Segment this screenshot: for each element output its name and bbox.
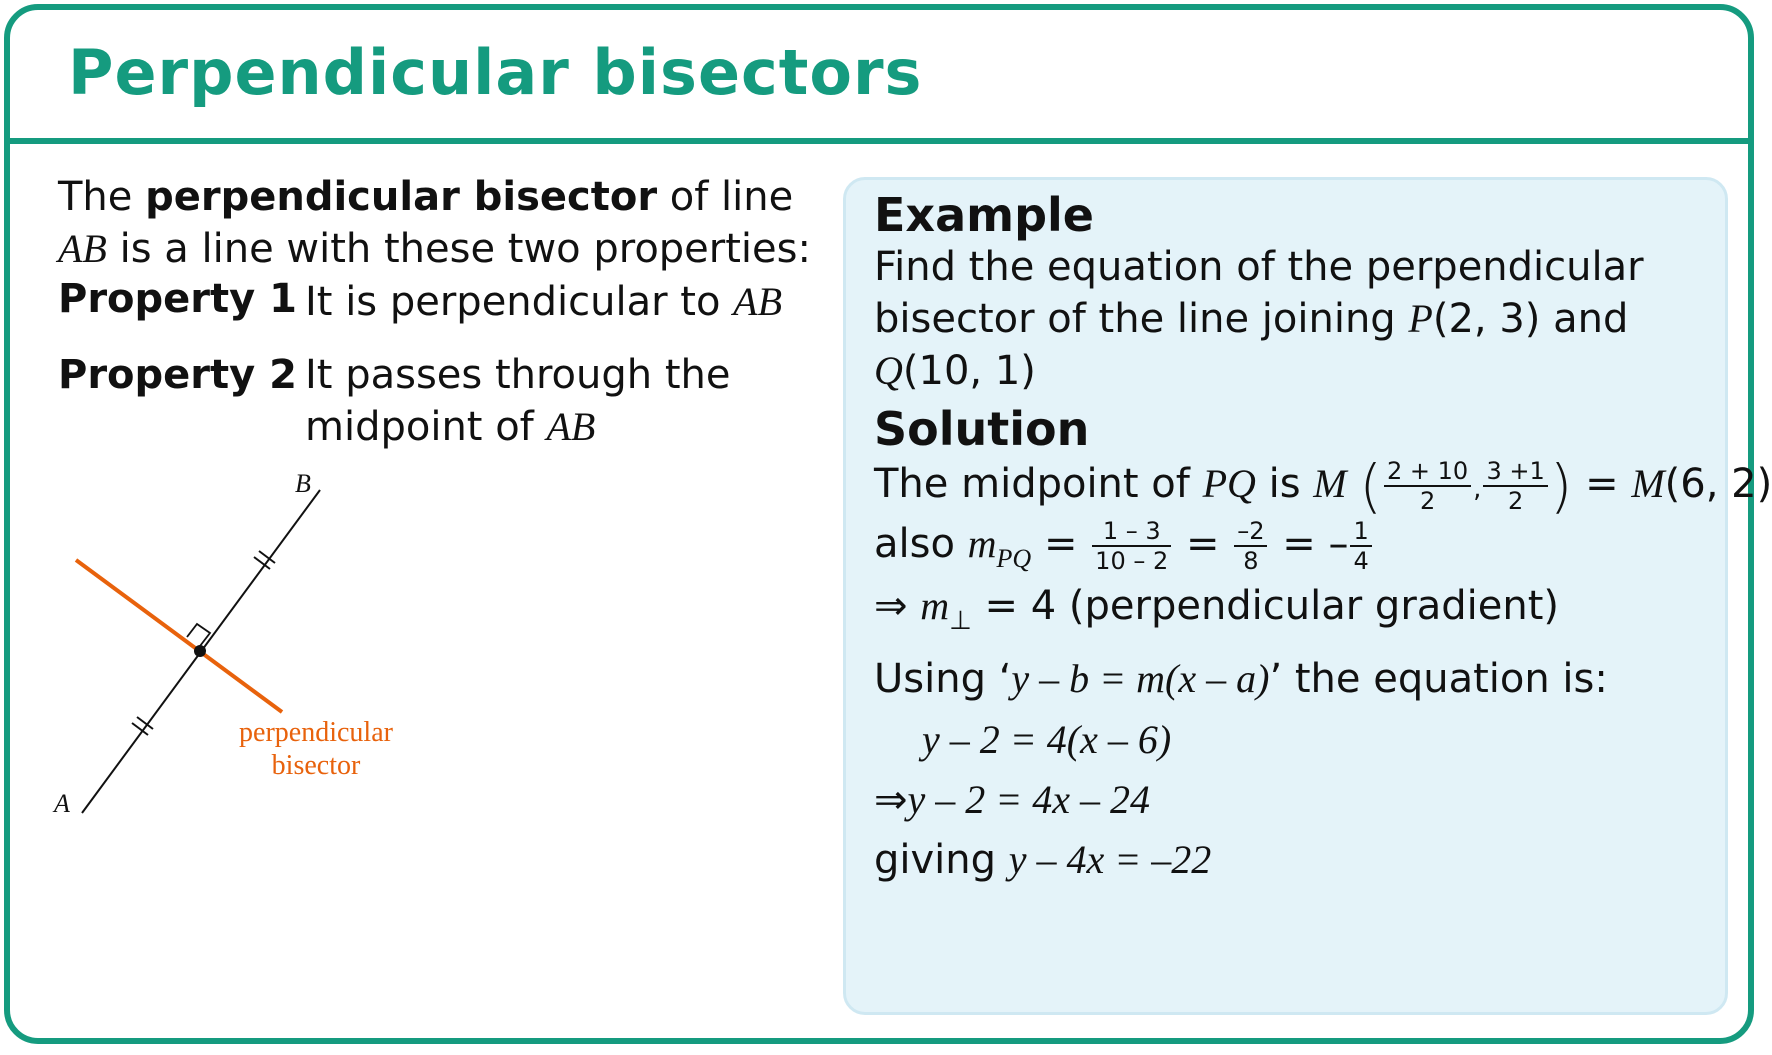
bisector-label-line2: bisector	[271, 750, 361, 781]
intro-post: is a line with these two properties:	[106, 226, 811, 272]
gradient-symbol: m	[967, 521, 997, 566]
solution-heading: Solution	[874, 402, 1090, 456]
equals: =	[1043, 521, 1091, 567]
point-b-label: B	[295, 469, 311, 498]
final-equation	[874, 836, 1211, 883]
line-formula: y – b = m(x – a)	[1011, 656, 1270, 701]
point-p-coords: (2, 3)	[1432, 296, 1541, 342]
equals: =	[1185, 521, 1233, 567]
gradient-fraction-3	[1350, 517, 1371, 575]
midpoint-is: is	[1255, 461, 1314, 507]
bisector-label-line1: perpendicular	[239, 717, 393, 748]
final-equation-eq: y – 4x = –22	[1008, 837, 1212, 882]
intro-paragraph	[58, 172, 838, 275]
intro-bold-term: perpendicular bisector	[145, 174, 658, 220]
comma: ,	[1473, 474, 1482, 504]
midpoint-x-fraction	[1384, 457, 1471, 515]
point-a-label: A	[54, 789, 70, 818]
midpoint-result: (6, 2)	[1664, 461, 1772, 507]
midpoint-pq: PQ	[1202, 461, 1256, 506]
equation-step-1: y – 2 = 4(x – 6)	[922, 717, 1172, 762]
point-q-coords: (10, 1)	[902, 348, 1036, 394]
gradient-fraction-1	[1092, 517, 1171, 575]
fraction-numerator: 2 + 10	[1384, 457, 1471, 487]
gradient-fraction-2	[1234, 517, 1267, 575]
property-1-ab: AB	[733, 279, 783, 324]
question-and: and	[1540, 296, 1629, 342]
implies-arrow: ⇒	[874, 583, 908, 629]
gradient-subscript: PQ	[996, 544, 1032, 573]
gradient-pq-line	[874, 517, 1374, 575]
property-2-text	[305, 350, 805, 453]
equation-intro: ’ the equation is:	[1269, 656, 1608, 702]
equals: =	[1572, 461, 1632, 507]
perpendicular-bisector-diagram	[40, 469, 500, 940]
property-2-ab: AB	[546, 404, 596, 449]
intro-pre: The	[58, 174, 146, 220]
fraction-numerator: 1	[1350, 517, 1371, 547]
example-box	[843, 177, 1772, 1015]
midpoint-pre: The midpoint of	[874, 461, 1203, 507]
equation-step-2	[874, 776, 1150, 823]
midpoint-dot	[194, 645, 206, 657]
perpendicular-gradient-line	[874, 582, 1559, 636]
property-1-label: Property 1	[58, 276, 297, 322]
perpendicular-gradient-text: = 4 (perpendicular gradient)	[971, 583, 1560, 629]
fraction-denominator: 10 – 2	[1095, 547, 1169, 575]
gradient-symbol: m	[920, 583, 950, 628]
equals: =	[1282, 521, 1329, 567]
example-heading: Example	[874, 188, 1094, 242]
fraction-denominator: 4	[1353, 547, 1369, 575]
formula-line	[874, 655, 1608, 702]
perpendicular-subscript: ⊥	[949, 606, 972, 636]
equation-step-2-eq: y – 2 = 4x – 24	[907, 777, 1151, 822]
negative-sign: –	[1328, 521, 1349, 567]
example-question	[874, 242, 1714, 397]
also-text: also	[874, 521, 968, 567]
fraction-denominator: 8	[1243, 547, 1259, 575]
fraction-numerator: –2	[1234, 517, 1267, 547]
point-q-name: Q	[874, 348, 903, 393]
giving-text: giving	[874, 837, 1009, 883]
question-text: Find the equation of the perpendicular bisector of the line joining	[874, 244, 1644, 342]
intro-line-ab: AB	[58, 226, 107, 271]
fraction-denominator: 2	[1507, 487, 1524, 515]
midpoint-line	[874, 452, 1772, 520]
implies-arrow: ⇒	[874, 777, 908, 823]
fraction-numerator: 1 – 3	[1092, 517, 1171, 547]
point-p-name: P	[1408, 296, 1433, 341]
property-2-body: It passes through the midpoint of	[305, 352, 731, 450]
midpoint-m-result: M	[1631, 461, 1665, 506]
intro-mid: of line	[657, 174, 794, 220]
title-divider	[10, 138, 1748, 144]
property-1-text	[305, 276, 805, 328]
page-title: Perpendicular bisectors	[68, 36, 923, 109]
midpoint-y-fraction	[1483, 457, 1547, 515]
property-2-label: Property 2	[58, 352, 297, 398]
property-1-body: It is perpendicular to	[305, 279, 734, 325]
using-text: Using ‘	[874, 656, 1012, 702]
paren-open: (	[1359, 452, 1382, 520]
fraction-numerator: 3 +1	[1483, 457, 1547, 487]
midpoint-m: M	[1313, 461, 1347, 506]
paren-close: )	[1549, 452, 1573, 520]
fraction-denominator: 2	[1419, 487, 1436, 515]
